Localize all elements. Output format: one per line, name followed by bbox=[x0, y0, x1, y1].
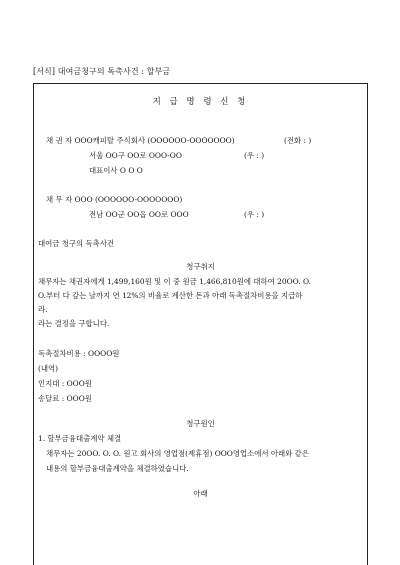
creditor-representative: 대표이사 O O O bbox=[89, 166, 143, 175]
costs-stamp: 인지대 : OOO원 bbox=[38, 379, 92, 388]
claim-purpose-line-2: O.부터 다 갚는 날까지 연 12%의 비율로 계산한 돈과 아래 독촉절차비용을 지급하 bbox=[38, 291, 303, 300]
document-frame bbox=[33, 83, 368, 565]
creditor-zip: (우 : ) bbox=[244, 151, 265, 160]
costs-delivery: 송달료 : OOO원 bbox=[38, 394, 92, 403]
creditor-phone: (전화 : ) bbox=[284, 136, 312, 145]
claim-cause-item-1-line-1: 채무자는 20OO. O. O. 원고 회사의 영업점(제휴점) OOO영업소에서 아래와 같은 bbox=[46, 449, 309, 458]
case-name: 대여금 청구의 독촉사건 bbox=[38, 239, 115, 248]
claim-purpose-heading: 청구취지 bbox=[186, 262, 215, 271]
debtor-zip: (우 : ) bbox=[244, 210, 265, 219]
creditor-address: 서울 OO구 OO로 OOO-OO bbox=[89, 151, 182, 160]
debtor-name: 채 무 자 OOO (OOOOOO-OOOOOOO) bbox=[46, 195, 183, 204]
claim-cause-item-1-title: 1. 할부금융대출계약 체결 bbox=[38, 434, 122, 443]
below-heading: 아래 bbox=[193, 489, 208, 498]
document-title: 지 급 명 령 신 청 bbox=[152, 97, 249, 107]
creditor-name: 채 권 자 OOO캐피탈 주식회사 (OOOOOO-OOOOOOO) bbox=[46, 136, 235, 145]
claim-purpose-line-4: 라는 결정을 구합니다. bbox=[38, 319, 110, 328]
form-caption: [서식] 대여금청구의 독촉사건 : 할부금 bbox=[33, 67, 171, 76]
claim-purpose-line-3: 라. bbox=[38, 305, 48, 314]
costs-breakdown-label: (내역) bbox=[38, 364, 59, 373]
claim-cause-heading: 청구원인 bbox=[186, 419, 215, 428]
debtor-address: 전남 OO군 OO읍 OO로 OOO bbox=[89, 210, 189, 219]
costs-total: 독촉절차비용 : OOOO원 bbox=[38, 349, 120, 358]
claim-cause-item-1-line-2: 내용의 할부금융대출계약을 체결하였습니다. bbox=[46, 464, 189, 473]
claim-purpose-line-1: 채무자는 채권자에게 1,499,160원 및 이 중 원금 1,466,810원에 대하여 20OO. O. bbox=[38, 277, 311, 286]
